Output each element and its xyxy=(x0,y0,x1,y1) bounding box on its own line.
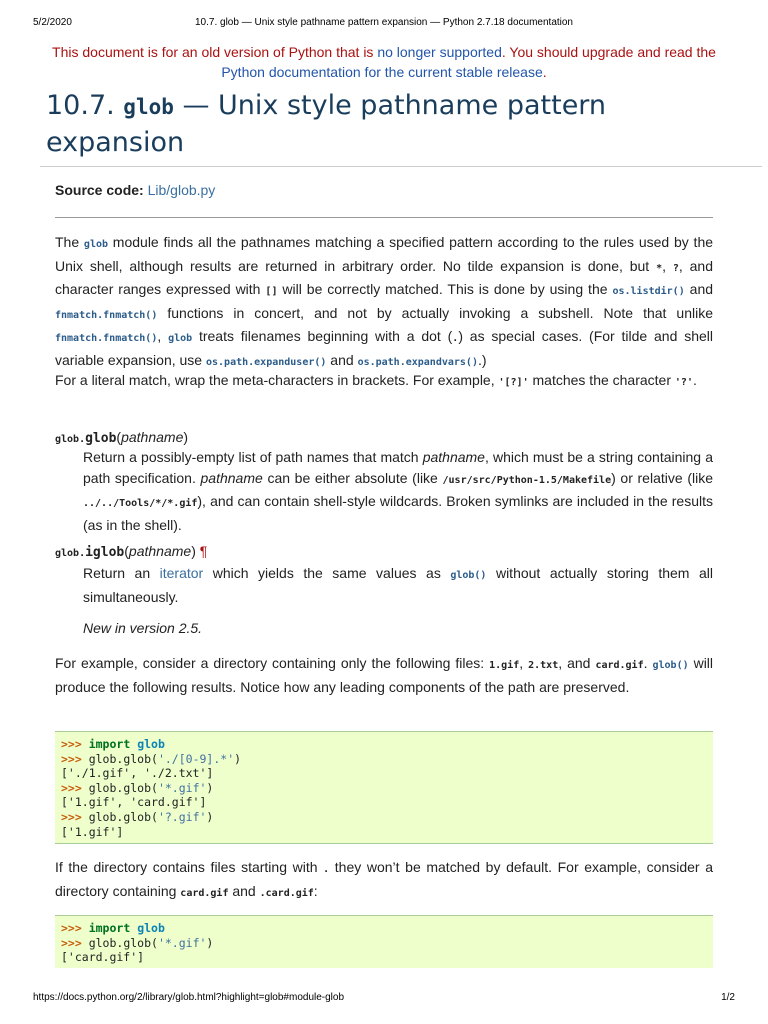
version-note: New in version 2.5. xyxy=(83,620,203,636)
source-divider xyxy=(55,217,713,218)
fnmatch-ref[interactable]: fnmatch.fnmatch() xyxy=(55,333,158,344)
source-label: Source code: xyxy=(55,182,144,198)
current-docs-link[interactable]: Python documentation for the current stable release xyxy=(221,64,543,80)
expandvars-ref[interactable]: os.path.expandvars() xyxy=(357,356,478,368)
source-link[interactable]: Lib/glob.py xyxy=(147,182,216,198)
glob-ref[interactable]: glob() xyxy=(450,570,487,581)
example-paragraph: For example, consider a directory containing only the following files: 1.gif, 2.txt, and card.gif. glob() will produce the following results. Notice how any leading components of the path are preserved. xyxy=(55,655,714,695)
dotfiles-paragraph: If the directory contains files starting with . they won’t be matched by default. For example, consider a directory containing card.gif and .card.gif: xyxy=(55,859,714,899)
no-longer-supported-link[interactable]: no longer supported xyxy=(377,44,502,60)
glob-function-description: Return a possibly-empty list of path names that match pathname, which must be a string containing a path specification. pathname can be either absolute (like /usr/src/Python-1.5/Makefile) or relative (like ../../Tools/*/*.gif), and can contain shell-style wildcards. Broken symlinks are included in the results (as in the shell). xyxy=(83,449,713,533)
title-text: — Unix style pathname pattern expansion xyxy=(46,90,607,158)
permalink-icon[interactable]: ¶ xyxy=(199,543,208,559)
param-name: pathname xyxy=(128,543,192,559)
code-example-2: >>> import glob >>> glob.glob('*.gif') ['card.gif'] xyxy=(55,915,713,968)
glob-ref[interactable]: glob() xyxy=(652,660,689,671)
literal-match-paragraph: For a literal match, wrap the meta-characters in brackets. For example, '[?]' matches the character '?'. xyxy=(55,372,697,388)
fnmatch-ref[interactable]: fnmatch.fnmatch() xyxy=(55,309,158,321)
outdated-version-banner xyxy=(40,42,728,82)
os-listdir-ref[interactable]: os.listdir() xyxy=(612,286,685,297)
glob-function-signature: glob.glob(pathname) xyxy=(55,429,189,446)
glob-ref[interactable]: glob xyxy=(83,239,109,250)
print-doc-title: 10.7. glob — Unix style pathname pattern expansion — Python 2.7.18 documentation xyxy=(194,17,573,28)
iglob-function-signature: glob.iglob(pathname) ¶ xyxy=(55,543,208,560)
code-example-1: >>> import glob >>> glob.glob('./[0-9].*') ['./1.gif', './2.txt'] >>> glob.glob('*.gif') ['1.gif', 'card.gif'] >>> glob.glob('?.gif') ['1.gif'] xyxy=(55,731,713,844)
iglob-function-description: Return an iterator which yields the same values as glob() without actually storing them all simultaneously. xyxy=(83,565,713,605)
page-url: https://docs.python.org/2/library/glob.html?highlight=glob#module-glob xyxy=(33,992,345,1003)
page-number: 1/2 xyxy=(721,992,735,1003)
glob-ref[interactable]: glob xyxy=(168,333,193,344)
module-name: glob xyxy=(123,95,174,119)
banner-text: . You should upgrade and read the xyxy=(501,44,716,60)
param-name: pathname xyxy=(121,429,184,445)
function-name: iglob xyxy=(85,545,125,560)
function-name: glob xyxy=(85,431,117,446)
iterator-link[interactable]: iterator xyxy=(159,565,204,581)
expanduser-ref[interactable]: os.path.expanduser() xyxy=(206,356,327,368)
page-title xyxy=(46,88,726,161)
source-code-line xyxy=(55,182,215,198)
title-divider xyxy=(40,166,762,167)
print-header xyxy=(0,17,768,31)
print-footer xyxy=(0,992,768,1006)
intro-paragraph: The glob module finds all the pathnames matching a specified pattern according to the rules used by the Unix shell, although results are returned in arbitrary order. No tilde expansion is done, but *, ?, and character ranges expressed with [] will be correctly matched. This is done by using the os.listdir() and fnmatch.fnmatch() functions in concert, and not by actually invoking a subshell. Note that unlike fnmatch.fnmatch(), glob treats filenames beginning with a dot (.) as special cases. (For tilde and shell variable expansion, use os.path.expanduser() and os.path.expandvars().) xyxy=(55,234,714,368)
banner-text: This document is for an old version of Python that is xyxy=(52,44,378,60)
section-number: 10.7. xyxy=(46,90,124,121)
print-date: 5/2/2020 xyxy=(33,17,72,28)
banner-text: . xyxy=(542,64,547,80)
